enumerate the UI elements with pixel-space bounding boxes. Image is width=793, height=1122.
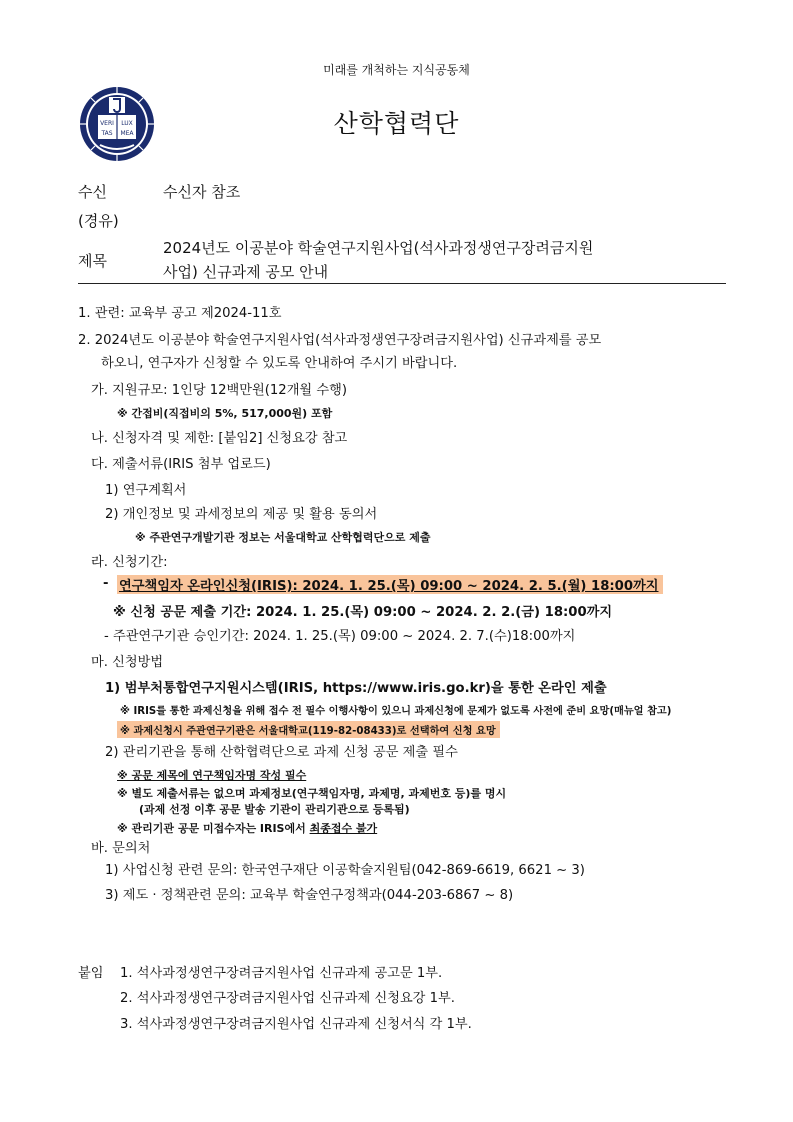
seal-text-veri: VERI <box>100 120 114 127</box>
header-divider <box>78 283 726 284</box>
item-ra-period: 라. 신청기간: <box>91 555 168 570</box>
via-label: (경유) <box>78 212 119 230</box>
item-da-2: 2) 개인정보 및 과세정보의 제공 및 활용 동의서 <box>105 507 378 522</box>
item-ra-note-official-letter: ※ 신청 공문 제출 기간: 2024. 1. 25.(목) 09:00 ~ 2024. 2. 2.(금) 18:00까지 <box>113 605 613 620</box>
item-ba-3: 3) 제도 · 정책관련 문의: 교육부 학술연구정책과(044-203-6867 ~ 8) <box>105 888 514 903</box>
item-ma-2-note-3 <box>117 820 377 836</box>
attachments-label: 붙임 <box>78 966 104 981</box>
item-ra-online-application: 연구책임자 온라인신청(IRIS): 2024. 1. 25.(목) 09:00 ~ 2024. 2. 5.(월) 18:00까지 <box>117 575 663 594</box>
item-ra-dash: - <box>103 576 109 591</box>
item-ma-1-note-2: ※ 과제신청시 주관연구기관은 서울대학교(119-82-08433)로 선택하여 신청 요망 <box>117 721 500 738</box>
recipient-label: 수신 <box>78 183 107 201</box>
recipient-value: 수신자 참조 <box>163 183 241 201</box>
item-da-1: 1) 연구계획서 <box>105 483 187 498</box>
item-2-line-1: 2. 2024년도 이공분야 학술연구지원사업(석사과정생연구장려금지원사업) 신규과제를 공모 <box>78 333 602 348</box>
item-da-note: ※ 주관연구개발기관 정보는 서울대학교 산학협력단으로 제출 <box>135 531 431 544</box>
motto: 미래를 개척하는 지식공동체 <box>323 63 470 77</box>
item-2-line-2: 하오니, 연구자가 신청할 수 있도록 안내하여 주시기 바랍니다. <box>101 356 458 371</box>
item-ma-2: 2) 관리기관을 통해 산학협력단으로 과제 신청 공문 제출 필수 <box>105 745 458 760</box>
subject-label: 제목 <box>78 252 107 270</box>
subject-line-2: 사업) 신규과제 공모 안내 <box>163 263 329 281</box>
attachment-item-2: 2. 석사과정생연구장려금지원사업 신규과제 신청요강 1부. <box>120 991 455 1006</box>
attachment-item-3: 3. 석사과정생연구장려금지원사업 신규과제 신청서식 각 1부. <box>120 1017 472 1032</box>
item-ma-1-iris: 1) 범부처통합연구지원시스템(IRIS, https://www.iris.go.kr)을 통한 온라인 제출 <box>105 681 607 696</box>
seal-text-tas: TAS <box>101 130 113 137</box>
seal-text-lux: LUX <box>121 120 133 127</box>
attachment-item-1: 1. 석사과정생연구장려금지원사업 신규과제 공고문 1부. <box>120 966 443 981</box>
item-ma-2-note-1-text: ※ 공문 제목에 연구책임자명 작성 필수 <box>117 769 307 782</box>
item-ba-1: 1) 사업신청 관련 문의: 한국연구재단 이공학술지원팀(042-869-6619, 6621 ~ 3) <box>105 863 585 878</box>
item-ma-2-note-1 <box>117 767 306 783</box>
item-ga-support-scale: 가. 지원규모: 1인당 12백만원(12개월 수행) <box>91 383 347 398</box>
item-da-documents: 다. 제출서류(IRIS 첨부 업로드) <box>91 457 271 472</box>
item-ma-2-note-2b: (과제 선정 이후 공문 발송 기관이 관리기관으로 등록됨) <box>139 803 410 816</box>
item-ma-method: 마. 신청방법 <box>91 655 164 670</box>
seal-text-mea: MEA <box>120 130 134 137</box>
subject-line-1: 2024년도 이공분야 학술연구지원사업(석사과정생연구장려금지원 <box>163 239 594 257</box>
item-ma-1-note-1: ※ IRIS를 통한 과제신청을 위해 접수 전 필수 이행사항이 있으니 과제신청에 문제가 없도록 사전에 준비 요망(매뉴얼 참고) <box>120 706 672 717</box>
item-ga-note: ※ 간접비(직접비의 5%, 517,000원) 포함 <box>117 407 333 420</box>
item-ma-2-note-3-emphasis: 최종접수 불가 <box>309 822 378 835</box>
item-na-eligibility: 나. 신청자격 및 제한: [붙임2] 신청요강 참고 <box>91 431 348 446</box>
item-ba-contact: 바. 문의처 <box>91 841 151 856</box>
item-1-reference: 1. 관련: 교육부 공고 제2024-11호 <box>78 306 282 321</box>
item-ma-2-note-3-text: ※ 관리기관 공문 미접수자는 IRIS에서 <box>117 822 310 835</box>
organization-name: 산학협력단 <box>333 109 460 138</box>
item-ma-2-note-2: ※ 별도 제출서류는 없으며 과제정보(연구책임자명, 과제명, 과제번호 등)를 명시 <box>117 787 507 800</box>
item-ra-approval-period: - 주관연구기관 승인기간: 2024. 1. 25.(목) 09:00 ~ 2024. 2. 7.(수)18:00까지 <box>104 629 576 644</box>
